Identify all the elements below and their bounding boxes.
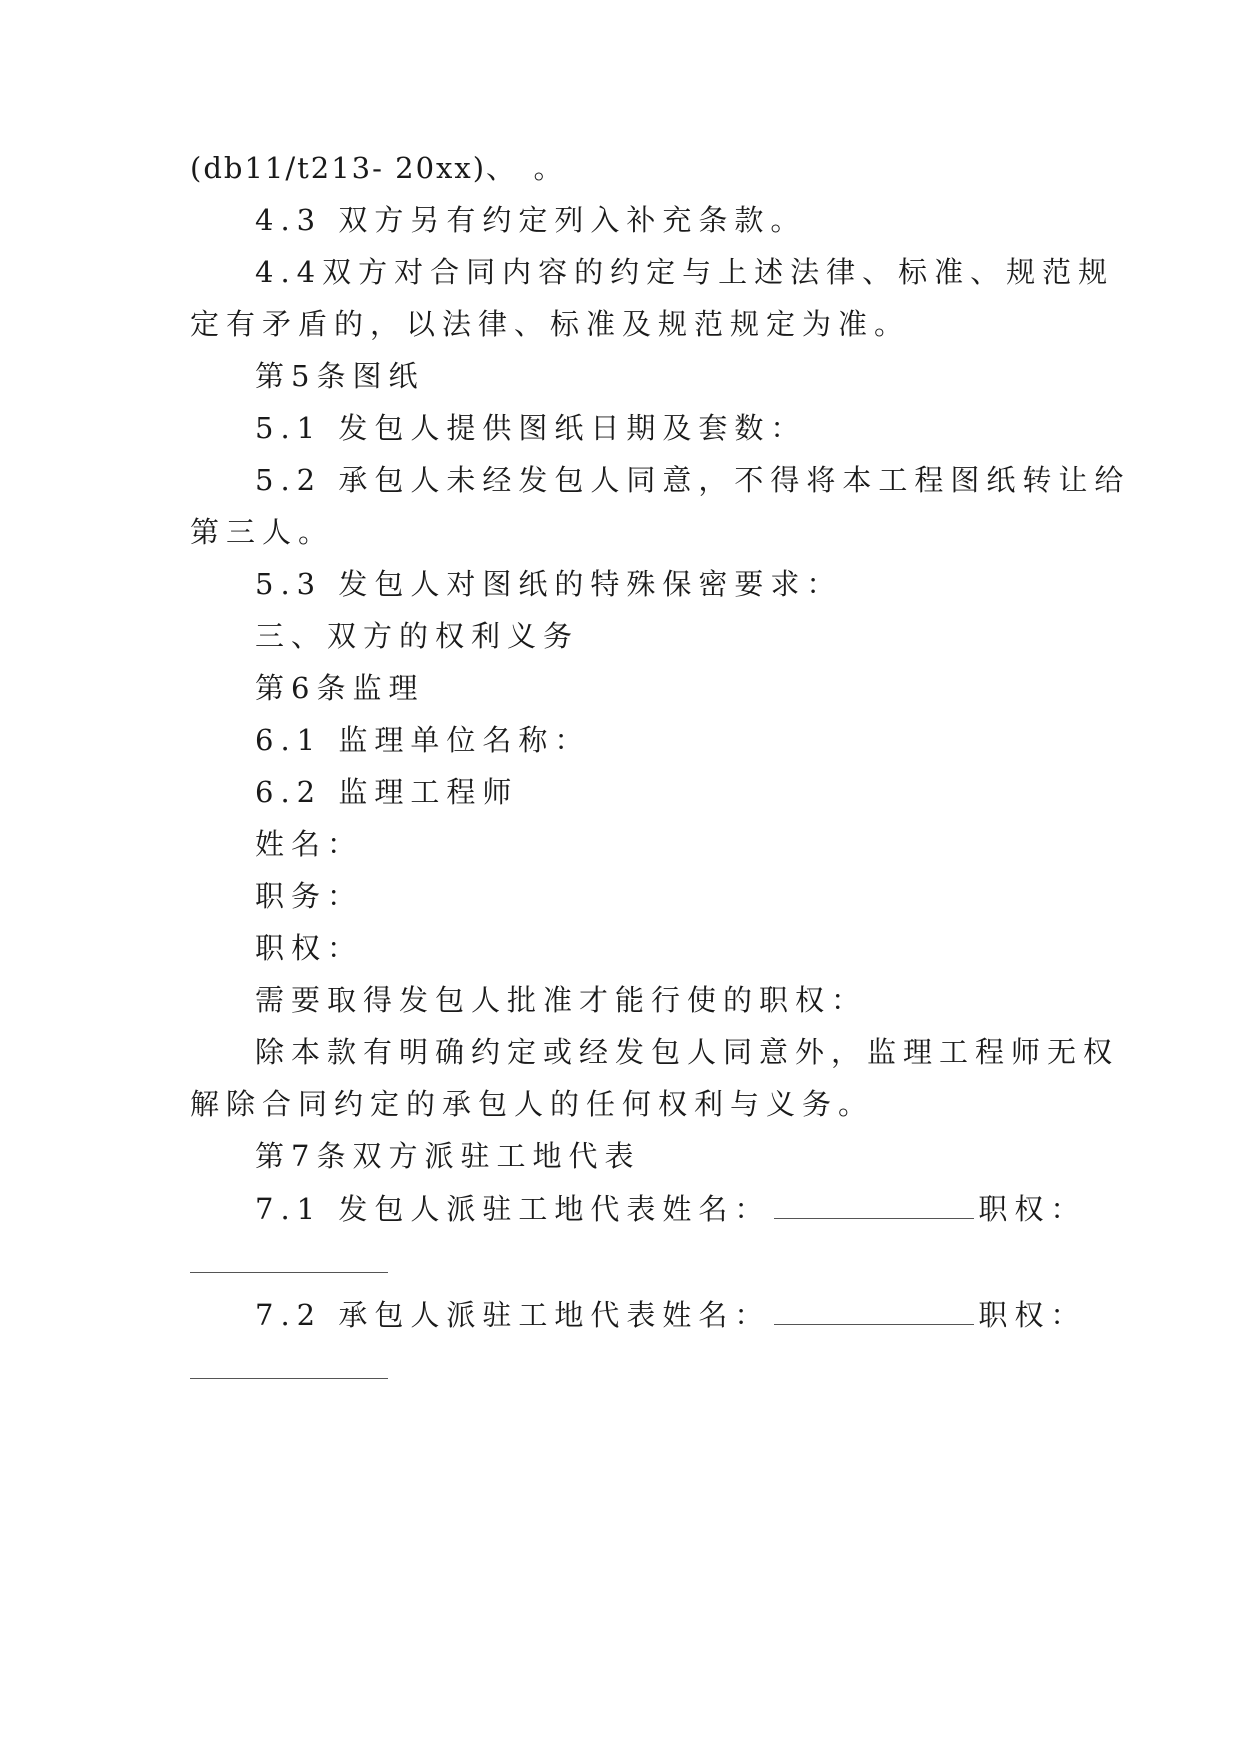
text-line: 职务： bbox=[255, 879, 364, 913]
authority-blank bbox=[190, 1378, 388, 1379]
text-line: (db11/t213- 20xx)、 。 bbox=[190, 151, 565, 185]
rep-authority-label: 职权： bbox=[978, 1298, 1087, 1332]
authority-blank bbox=[190, 1272, 388, 1273]
text-line: 除本款有明确约定或经发包人同意外，监理工程师无权 bbox=[255, 1035, 1120, 1069]
chapter-heading: 三、双方的权利义务 bbox=[255, 619, 580, 653]
text-line: 5.3 发包人对图纸的特殊保密要求： bbox=[255, 567, 843, 601]
text-line: 4.3 双方另有约定列入补充条款。 bbox=[255, 203, 807, 237]
text-line: 第三人。 bbox=[190, 515, 335, 549]
section-heading: 第7条双方派驻工地代表 bbox=[255, 1139, 641, 1173]
name-blank bbox=[774, 1294, 974, 1325]
name-blank bbox=[774, 1188, 974, 1219]
rep-line bbox=[255, 1188, 1086, 1229]
rep-label: 7.1 发包人派驻工地代表姓名： bbox=[255, 1192, 771, 1226]
text-line: 姓名： bbox=[255, 827, 364, 861]
text-line: 6.2 监理工程师 bbox=[255, 775, 519, 809]
section-heading: 第5条图纸 bbox=[255, 359, 425, 393]
rep-label: 7.2 承包人派驻工地代表姓名： bbox=[255, 1298, 771, 1332]
text-line: 6.1 监理单位名称： bbox=[255, 723, 591, 757]
text-line: 5.2 承包人未经发包人同意，不得将本工程图纸转让给 bbox=[255, 463, 1131, 497]
text-line: 职权： bbox=[255, 931, 364, 965]
text-line: 定有矛盾的，以法律、标准及规范规定为准。 bbox=[190, 307, 911, 341]
text-line: 5.1 发包人提供图纸日期及套数： bbox=[255, 411, 807, 445]
text-line: 解除合同约定的承包人的任何权利与义务。 bbox=[190, 1087, 875, 1121]
text-line: 4.4双方对合同内容的约定与上述法律、标准、规范规 bbox=[255, 255, 1115, 289]
rep-authority-label: 职权： bbox=[978, 1192, 1087, 1226]
rep-line bbox=[255, 1294, 1086, 1335]
section-heading: 第6条监理 bbox=[255, 671, 425, 705]
text-line: 需要取得发包人批准才能行使的职权： bbox=[255, 983, 868, 1017]
